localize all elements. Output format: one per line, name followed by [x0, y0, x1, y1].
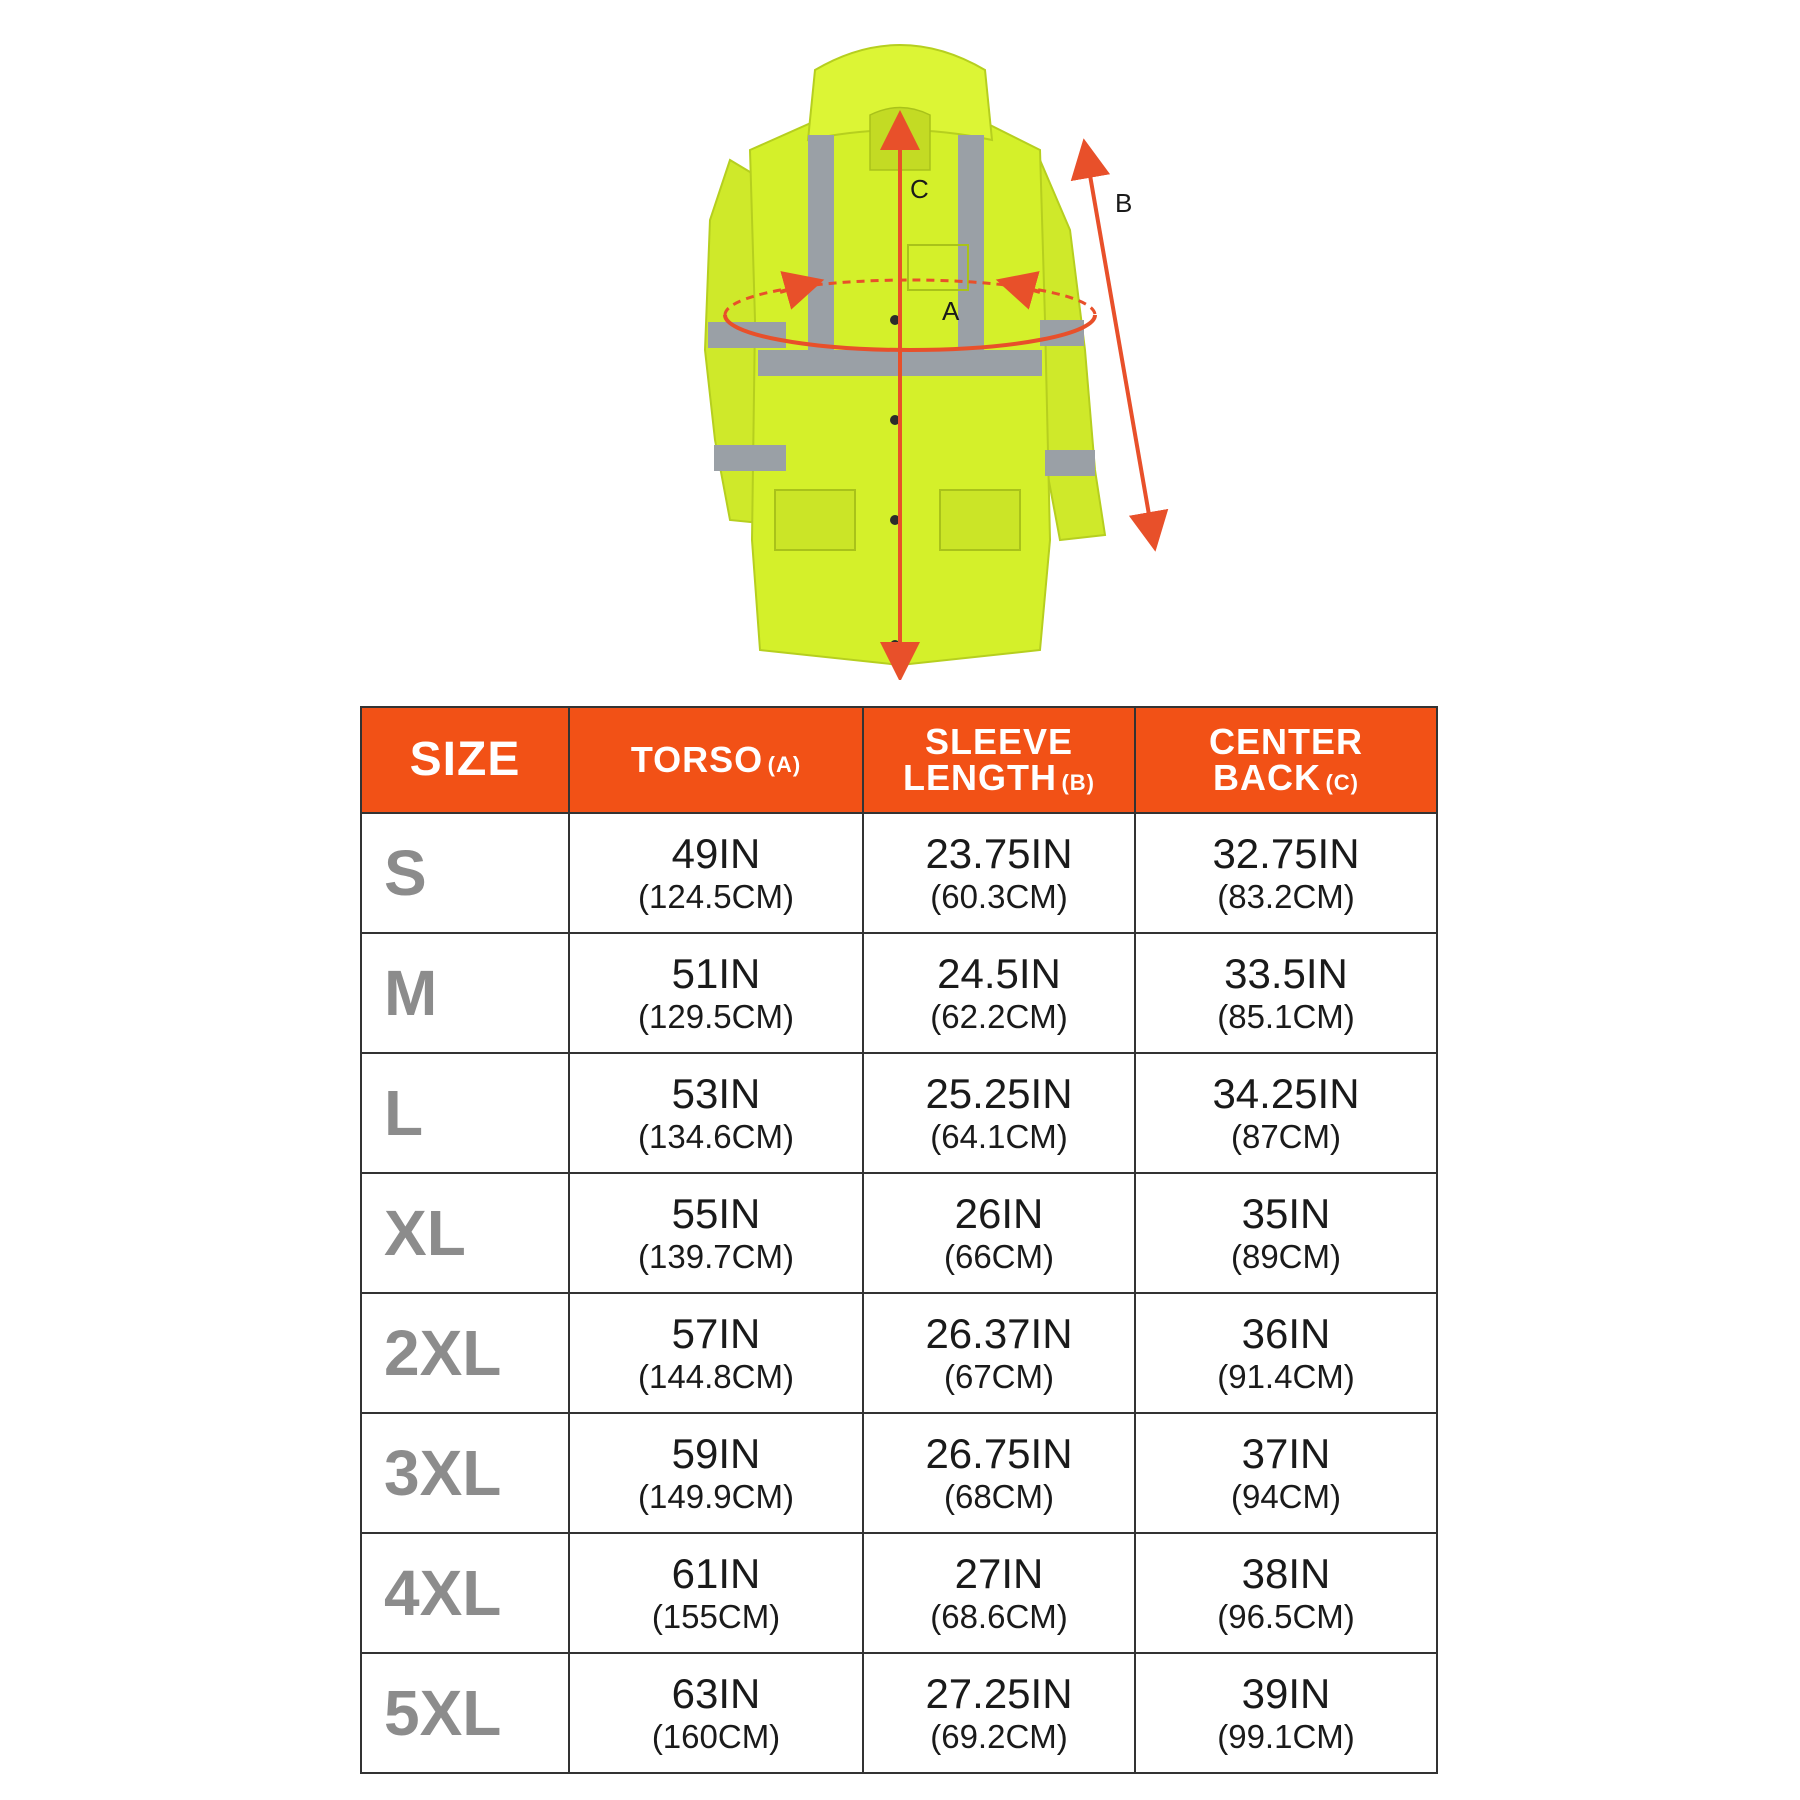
label-c: C: [910, 174, 929, 204]
sleeve-length-cell-centimeters: (68.6CM): [930, 1597, 1068, 1635]
torso-cell-inches: 55IN: [671, 1189, 761, 1237]
center-back-cell: [1135, 1293, 1437, 1413]
jacket-illustration: [640, 20, 1200, 680]
center-back-cell-centimeters: (83.2CM): [1217, 877, 1355, 915]
size-cell: XL: [361, 1173, 569, 1293]
table-row: [361, 1293, 1437, 1413]
reflective-band-left-sleeve-upper: [708, 322, 786, 348]
label-a: A: [942, 296, 960, 326]
sleeve-length-cell: [863, 1413, 1135, 1533]
size-cell: 5XL: [361, 1653, 569, 1773]
torso-cell-centimeters: (144.8CM): [638, 1357, 794, 1395]
sleeve-length-cell-centimeters: (66CM): [943, 1237, 1054, 1275]
sleeve-length-cell: [863, 1173, 1135, 1293]
center-back-cell: [1135, 1533, 1437, 1653]
torso-cell: [569, 1293, 863, 1413]
sleeve-length-cell-inches: 23.75IN: [925, 829, 1073, 877]
sleeve-length-cell-inches: 24.5IN: [937, 949, 1061, 997]
reflective-band-left-sleeve-lower: [714, 445, 786, 471]
left-pocket-flap: [775, 490, 855, 550]
table-row: [361, 1053, 1437, 1173]
center-back-cell-inches: 38IN: [1241, 1549, 1331, 1597]
table-row: [361, 933, 1437, 1053]
sleeve-length-cell-centimeters: (69.2CM): [930, 1717, 1068, 1755]
label-b: B: [1115, 188, 1133, 218]
sleeve-length-cell-inches: 25.25IN: [925, 1069, 1073, 1117]
center-back-cell: [1135, 1413, 1437, 1533]
torso-cell: [569, 1533, 863, 1653]
table-row: [361, 1653, 1437, 1773]
torso-cell-inches: 61IN: [671, 1549, 761, 1597]
torso-cell: [569, 1653, 863, 1773]
header-sleeve-length: SLEEVE LENGTH (B): [863, 707, 1135, 813]
reflective-strap-right: [958, 135, 984, 375]
table-row: [361, 1533, 1437, 1653]
sleeve-length-cell-inches: 27.25IN: [925, 1669, 1073, 1717]
center-back-cell: [1135, 1173, 1437, 1293]
torso-cell-centimeters: (160CM): [651, 1717, 781, 1755]
center-back-cell-centimeters: (87CM): [1230, 1117, 1341, 1155]
torso-cell: [569, 1413, 863, 1533]
reflective-strap-left: [808, 135, 834, 375]
center-back-cell-centimeters: (85.1CM): [1217, 997, 1355, 1035]
center-back-cell-centimeters: (94CM): [1230, 1477, 1341, 1515]
size-cell: 3XL: [361, 1413, 569, 1533]
torso-cell-centimeters: (149.9CM): [638, 1477, 794, 1515]
sleeve-length-cell: [863, 813, 1135, 933]
size-cell: L: [361, 1053, 569, 1173]
size-cell: S: [361, 813, 569, 933]
sleeve-length-cell-inches: 27IN: [954, 1549, 1044, 1597]
size-cell: M: [361, 933, 569, 1053]
center-back-cell: [1135, 1653, 1437, 1773]
center-back-cell-inches: 33.5IN: [1224, 949, 1348, 997]
torso-cell-inches: 63IN: [671, 1669, 761, 1717]
center-back-cell-inches: 39IN: [1241, 1669, 1331, 1717]
center-back-cell-inches: 36IN: [1241, 1309, 1331, 1357]
size-chart-table: [360, 706, 1438, 1774]
header-center-back: CENTER BACK (C): [1135, 707, 1437, 813]
center-back-cell: [1135, 933, 1437, 1053]
sleeve-length-cell: [863, 933, 1135, 1053]
torso-cell-centimeters: (155CM): [651, 1597, 781, 1635]
center-back-cell-inches: 35IN: [1241, 1189, 1331, 1237]
sleeve-length-cell-inches: 26.75IN: [925, 1429, 1073, 1477]
header-torso: TORSO (A): [569, 707, 863, 813]
header-row: [361, 707, 1437, 813]
center-back-cell-inches: 37IN: [1241, 1429, 1331, 1477]
table-row: [361, 1413, 1437, 1533]
sleeve-length-cell: [863, 1533, 1135, 1653]
sleeve-length-cell: [863, 1053, 1135, 1173]
torso-cell-inches: 53IN: [671, 1069, 761, 1117]
center-back-cell-centimeters: (91.4CM): [1217, 1357, 1355, 1395]
sleeve-length-cell: [863, 1653, 1135, 1773]
torso-cell-centimeters: (139.7CM): [638, 1237, 794, 1275]
sleeve-length-cell-centimeters: (67CM): [943, 1357, 1054, 1395]
torso-cell-centimeters: (134.6CM): [638, 1117, 794, 1155]
torso-cell: [569, 933, 863, 1053]
torso-cell-inches: 57IN: [671, 1309, 761, 1357]
center-back-cell: [1135, 1053, 1437, 1173]
torso-cell-centimeters: (124.5CM): [638, 877, 794, 915]
center-back-cell: [1135, 813, 1437, 933]
torso-cell: [569, 813, 863, 933]
torso-cell: [569, 1053, 863, 1173]
torso-cell-inches: 59IN: [671, 1429, 761, 1477]
sleeve-length-cell-inches: 26.37IN: [925, 1309, 1073, 1357]
sleeve-length-cell-centimeters: (64.1CM): [930, 1117, 1068, 1155]
center-back-cell-centimeters: (89CM): [1230, 1237, 1341, 1275]
torso-cell-centimeters: (129.5CM): [638, 997, 794, 1035]
table-row: [361, 1173, 1437, 1293]
table-row: [361, 813, 1437, 933]
sleeve-length-cell: [863, 1293, 1135, 1413]
torso-cell: [569, 1173, 863, 1293]
size-cell: 4XL: [361, 1533, 569, 1653]
reflective-band-right-sleeve-lower: [1045, 450, 1095, 476]
sleeve-length-cell-centimeters: (62.2CM): [930, 997, 1068, 1035]
right-pocket-flap: [940, 490, 1020, 550]
header-size: SIZE: [361, 707, 569, 813]
torso-cell-inches: 49IN: [671, 829, 761, 877]
sleeve-length-cell-centimeters: (68CM): [943, 1477, 1054, 1515]
sleeve-length-cell-centimeters: (60.3CM): [930, 877, 1068, 915]
center-back-cell-centimeters: (99.1CM): [1217, 1717, 1355, 1755]
center-back-cell-inches: 32.75IN: [1212, 829, 1360, 877]
center-back-cell-inches: 34.25IN: [1212, 1069, 1360, 1117]
size-cell: 2XL: [361, 1293, 569, 1413]
center-back-cell-centimeters: (96.5CM): [1217, 1597, 1355, 1635]
sleeve-length-cell-inches: 26IN: [954, 1189, 1044, 1237]
torso-cell-inches: 51IN: [671, 949, 761, 997]
